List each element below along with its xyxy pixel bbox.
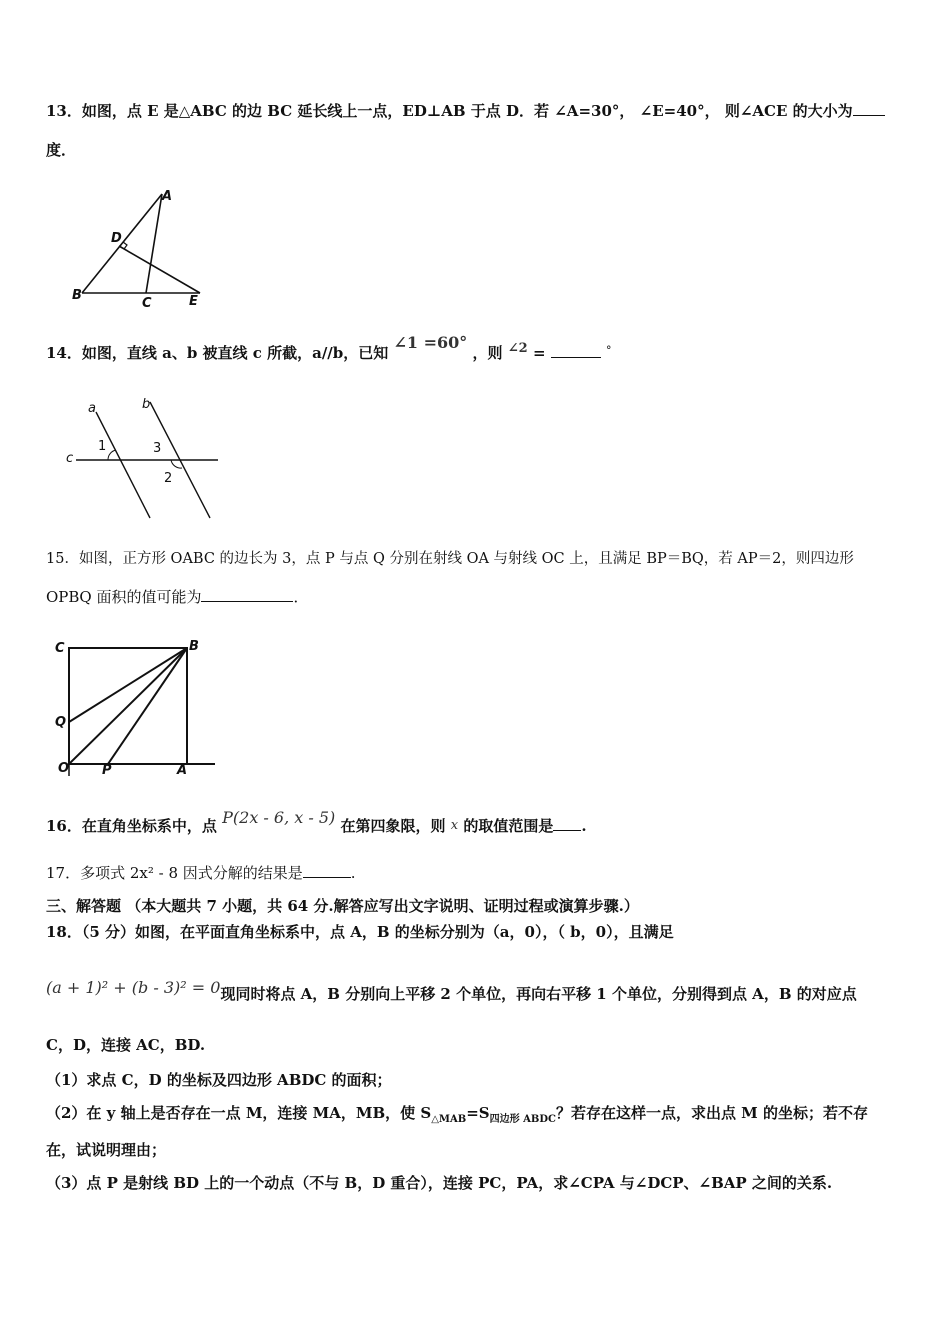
q18-line2: (a + 1)² + (b - 3)² = 0现同时将点 A，B 分别向上平移 2 个单位，再向右平移 1 个单位，分别得到点 A，B 的对应点 [46, 978, 857, 1003]
q18-part1: （1）求点 C，D 的坐标及四边形 ABDC 的面积； [46, 1071, 392, 1089]
q15-label-o: O [58, 761, 70, 776]
q18-line1: 18．（5 分）如图，在平面直角坐标系中，点 A，B 的坐标分别为（a，0），（ b，0），且满足 [46, 923, 674, 941]
q13-label-c: C [142, 296, 152, 311]
q13-label-e: E [189, 294, 198, 309]
q14-given-angle: ∠1 =60° [393, 333, 468, 352]
q13-label-d: D [111, 231, 122, 246]
answer-blank [303, 863, 351, 878]
answer-blank [553, 816, 581, 831]
q15-label-p: P [102, 763, 112, 778]
answer-blank [551, 343, 601, 358]
q13-angle-a: ∠A=30°， [554, 102, 635, 120]
q13-line2: 度． [46, 141, 77, 159]
answer-blank [853, 101, 885, 116]
answer-blank [201, 587, 293, 602]
q17-line: 17．多项式 2x² - 8 因式分解的结果是 . [46, 864, 356, 882]
q15-label-c: C [55, 641, 65, 656]
q15-label-a: A [177, 763, 188, 778]
q16-line: 16．在直角坐标系中，点 P(2x - 6, x - 5) 在第四象限，则 x 的取值范围是 . [46, 808, 587, 835]
q14-label-2: 2 [164, 471, 173, 486]
q13-label-b: B [72, 288, 82, 303]
q13-label-a: A [162, 189, 173, 204]
q14-label-3: 3 [153, 441, 162, 456]
q18-part2: （2）在 y 轴上是否存在一点 M，连接 MA，MB，使 $S_{\triangle MAB}=S_{四边形 ABDC}$？若存在这样一点，求出点 M 的坐标；若不存 [46, 1104, 869, 1125]
q18-part2-line2: 在，试说明理由； [46, 1141, 167, 1159]
q14-label-b: b [142, 397, 151, 412]
q18-line3: C，D，连接 AC，BD. [46, 1036, 206, 1054]
q15-label-b: B [189, 639, 199, 654]
q15-label-q: Q [55, 715, 67, 730]
q13-angle-e: ∠E=40°， [639, 102, 720, 120]
q14-label-a: a [88, 401, 96, 416]
q13-line1: 13．如图，点 E 是△ABC 的边 BC 延长线上一点，ED⊥AB 于点 D．若 ∠A=30°， ∠E=40°， 则∠ACE 的大小为 [46, 101, 885, 123]
q15-figure [52, 636, 222, 781]
q15-line2: OPBQ 面积的值可能为 ． [46, 588, 309, 606]
q15-line1: 15．如图，正方形 OABC 的边长为 3，点 P 与点 Q 分别在射线 OA 与射线 OC 上，且满足 BP＝BQ，若 AP＝2，则四边形 [46, 551, 854, 567]
q18-equation: (a + 1)² + (b - 3)² = 0 [46, 978, 221, 997]
q16-point: P(2x - 6, x - 5) [222, 808, 336, 827]
q14-label-1: 1 [98, 439, 107, 454]
q14-line: 14．如图，直线 a、b 被直线 c 所截，a//b，已知 ∠1 =60° ，则 ∠2 = ° [46, 333, 612, 362]
section-heading: 三、解答题 （本大题共 7 小题，共 64 分.解答应写出文字说明、证明过程或演算步骤.） [46, 897, 639, 915]
q18-part3: （3）点 P 是射线 BD 上的一个动点（不与 B，D 重合），连接 PC，PA，求∠CPA 与∠DCP、∠BAP 之间的关系. [46, 1174, 833, 1192]
q14-label-c: c [66, 451, 74, 466]
q13-figure [64, 186, 224, 311]
q14-figure [60, 390, 230, 525]
q14-angle2: ∠2 [507, 341, 528, 356]
